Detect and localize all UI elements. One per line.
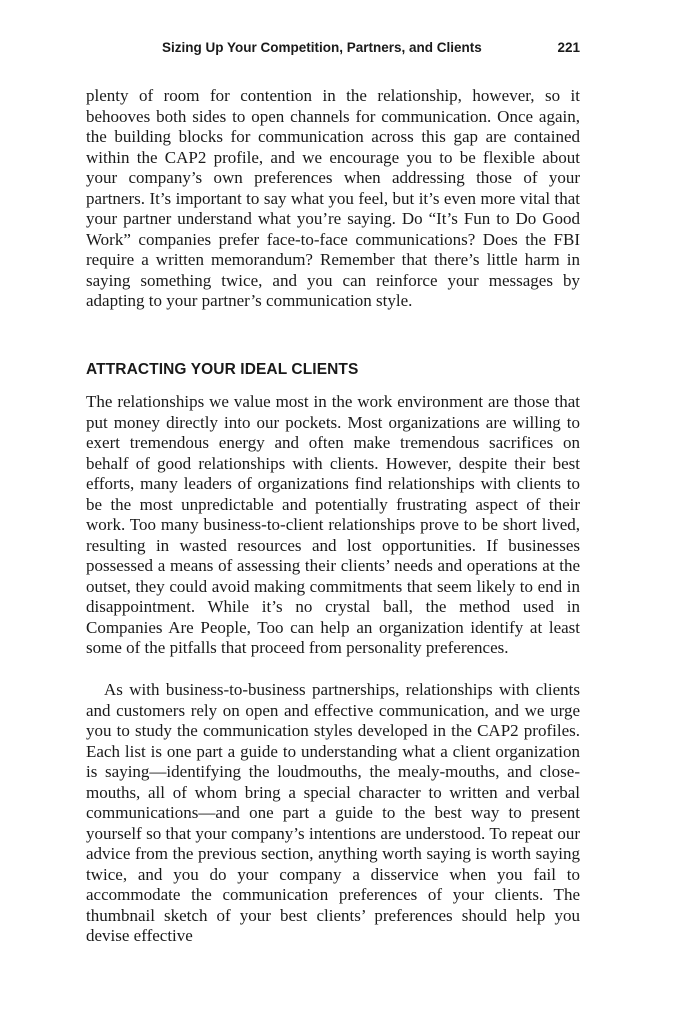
running-head bbox=[86, 40, 580, 60]
body-paragraph-3: As with business-to-business partnerships, relationships with clients and customers rely on open and effective communication, and we urge you to study the communication styles developed in the CAP2 profiles. Each list is one part a guide to understanding what a client organization is saying—identifying the loudmouths, the mealy-mouths, and close-mouths, all of whom bring a special character to written and verbal communications—and one part a guide to the best way to present yourself so that your company’s intentions are understood. To repeat our advice from the previous section, anything worth saying is worth saying twice, and you do your company a disservice when you fail to accommodate the communication preferences of your clients. The thumbnail sketch of your best clients’ preferences should help you devise effective bbox=[86, 680, 580, 945]
body-paragraph-1: plenty of room for contention in the relationship, however, so it behooves both sides to open channels for communication. Once again, the building blocks for communication across this gap are contained within the CAP2 profile, and we encourage you to be flexible about your company’s own preferences when addressing those of your partners. It’s important to say what you feel, but it’s even more vital that your partner understand what you’re saying. Do “It’s Fun to Do Good Work” companies prefer face-to-face communications? Does the FBI require a written memorandum? Remember that there’s little harm in saying something twice, and you can reinforce your messages by adapting to your partner’s communication style. bbox=[86, 86, 580, 310]
body-paragraph-2: The relationships we value most in the work environment are those that put money directly into our pockets. Most organizations are willing to exert tremendous energy and often make tremendous sacrifices on behalf of good relationships with clients. However, despite their best efforts, many leaders of organizations find relationships with clients to be the most unpredictable and potentially frustrating aspect of their work. Too many business-to-client relationships prove to be short lived, resulting in wasted resources and lost opportunities. If businesses possessed a means of assessing their clients’ needs and operations at the outset, they could avoid making commitments that seem likely to end in disappointment. While it’s no crystal ball, the method used in Companies Are People, Too can help an organization identify at least some of the pitfalls that proceed from personality preferences. bbox=[86, 392, 580, 657]
running-title: Sizing Up Your Competition, Partners, and Clients bbox=[162, 40, 482, 55]
section-heading: ATTRACTING YOUR IDEAL CLIENTS bbox=[86, 361, 359, 378]
page-number: 221 bbox=[557, 40, 580, 55]
